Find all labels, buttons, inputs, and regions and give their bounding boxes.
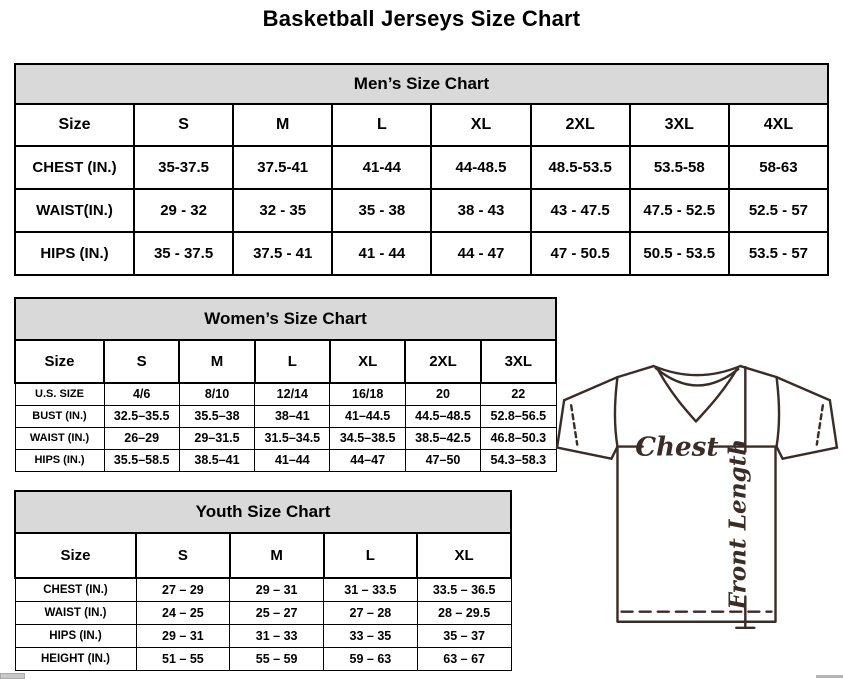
size-cell: 32.5–35.5	[104, 405, 179, 427]
column-header: 2XL	[531, 104, 630, 146]
column-header: L	[255, 340, 330, 383]
size-cell: 31 – 33.5	[324, 578, 418, 601]
size-cell: 35 - 37.5	[134, 232, 233, 275]
table-row	[15, 578, 511, 601]
column-header: XL	[431, 104, 530, 146]
womens-table-title: Women’s Size Chart	[15, 298, 556, 340]
size-cell: 38 - 43	[431, 189, 530, 232]
womens-header-row	[15, 340, 556, 383]
size-cell: 50.5 - 53.5	[630, 232, 729, 275]
column-header: 4XL	[729, 104, 828, 146]
mens-size-table	[14, 63, 829, 276]
table-row	[15, 427, 556, 449]
column-header: L	[332, 104, 431, 146]
youth-header-row	[15, 533, 511, 578]
size-cell: 44–47	[330, 449, 405, 471]
row-label: CHEST (IN.)	[15, 146, 134, 189]
size-cell: 38.5–41	[179, 449, 254, 471]
size-cell: 53.5 - 57	[729, 232, 828, 275]
size-cell: 41-44	[332, 146, 431, 189]
size-cell: 31.5–34.5	[255, 427, 330, 449]
column-header: S	[136, 533, 230, 578]
size-cell: 20	[405, 383, 480, 405]
size-cell: 12/14	[255, 383, 330, 405]
size-cell: 41 - 44	[332, 232, 431, 275]
size-cell: 35 - 38	[332, 189, 431, 232]
youth-table-title: Youth Size Chart	[15, 491, 511, 533]
column-header: S	[134, 104, 233, 146]
jersey-measurement-diagram	[554, 358, 840, 660]
size-cell: 55 – 59	[230, 647, 324, 670]
column-header: Size	[15, 533, 136, 578]
size-cell: 63 – 67	[417, 647, 511, 670]
row-label: HIPS (IN.)	[15, 232, 134, 275]
size-cell: 38–41	[255, 405, 330, 427]
size-cell: 59 – 63	[324, 647, 418, 670]
row-label: HIPS (IN.)	[15, 624, 136, 647]
table-row	[15, 232, 828, 275]
size-cell: 47–50	[405, 449, 480, 471]
size-cell: 26–29	[104, 427, 179, 449]
column-header: Size	[15, 340, 104, 383]
column-header: L	[324, 533, 418, 578]
table-row	[15, 624, 511, 647]
size-cell: 29 – 31	[230, 578, 324, 601]
page-title: Basketball Jerseys Size Chart	[262, 6, 581, 31]
row-label: HIPS (IN.)	[15, 449, 104, 471]
size-cell: 29 - 32	[134, 189, 233, 232]
size-cell: 8/10	[179, 383, 254, 405]
size-cell: 29–31.5	[179, 427, 254, 449]
size-cell: 43 - 47.5	[531, 189, 630, 232]
mens-table-title-row	[15, 64, 828, 104]
size-cell: 47.5 - 52.5	[630, 189, 729, 232]
row-label: CHEST (IN.)	[15, 578, 136, 601]
size-cell: 44.5–48.5	[405, 405, 480, 427]
row-label: BUST (IN.)	[15, 405, 104, 427]
column-header: Size	[15, 104, 134, 146]
column-header: 3XL	[630, 104, 729, 146]
size-cell: 41–44.5	[330, 405, 405, 427]
column-header: M	[233, 104, 332, 146]
youth-size-table	[14, 490, 512, 671]
table-row	[15, 146, 828, 189]
size-cell: 46.8–50.3	[481, 427, 556, 449]
mens-table-title: Men’s Size Chart	[15, 64, 828, 104]
size-cell: 34.5–38.5	[330, 427, 405, 449]
size-cell: 16/18	[330, 383, 405, 405]
table-row	[15, 189, 828, 232]
size-cell: 29 – 31	[136, 624, 230, 647]
youth-table-title-row	[15, 491, 511, 533]
size-cell: 35.5–58.5	[104, 449, 179, 471]
column-header: S	[104, 340, 179, 383]
size-cell: 44-48.5	[431, 146, 530, 189]
size-cell: 35 – 37	[417, 624, 511, 647]
row-label: U.S. SIZE	[15, 383, 104, 405]
womens-size-table	[14, 297, 557, 472]
size-cell: 52.5 - 57	[729, 189, 828, 232]
front-length-label: Front Length	[724, 438, 752, 610]
size-cell: 48.5-53.5	[531, 146, 630, 189]
size-cell: 53.5-58	[630, 146, 729, 189]
column-header: 3XL	[481, 340, 556, 383]
size-cell: 44 - 47	[431, 232, 530, 275]
row-label: WAIST(IN.)	[15, 189, 134, 232]
chest-label: Chest	[635, 431, 719, 463]
size-cell: 58-63	[729, 146, 828, 189]
table-row	[15, 647, 511, 670]
size-cell: 33.5 – 36.5	[417, 578, 511, 601]
size-cell: 33 – 35	[324, 624, 418, 647]
size-cell: 27 – 28	[324, 601, 418, 624]
row-label: WAIST (IN.)	[15, 601, 136, 624]
horizontal-scrollbar-thumb[interactable]	[0, 673, 25, 679]
size-cell: 47 - 50.5	[531, 232, 630, 275]
size-cell: 28 – 29.5	[417, 601, 511, 624]
column-header: 2XL	[405, 340, 480, 383]
table-row	[15, 449, 556, 471]
size-cell: 35-37.5	[134, 146, 233, 189]
column-header: XL	[330, 340, 405, 383]
column-header: M	[179, 340, 254, 383]
size-cell: 41–44	[255, 449, 330, 471]
mens-header-row	[15, 104, 828, 146]
size-cell: 27 – 29	[136, 578, 230, 601]
horizontal-scrollbar-fragment[interactable]	[816, 675, 843, 678]
size-cell: 54.3–58.3	[481, 449, 556, 471]
size-cell: 52.8–56.5	[481, 405, 556, 427]
column-header: XL	[417, 533, 511, 578]
size-cell: 37.5-41	[233, 146, 332, 189]
table-row	[15, 601, 511, 624]
size-cell: 4/6	[104, 383, 179, 405]
table-row	[15, 405, 556, 427]
column-header: M	[230, 533, 324, 578]
table-row	[15, 383, 556, 405]
size-cell: 35.5–38	[179, 405, 254, 427]
size-cell: 31 – 33	[230, 624, 324, 647]
row-label: WAIST (IN.)	[15, 427, 104, 449]
size-cell: 38.5–42.5	[405, 427, 480, 449]
size-cell: 37.5 - 41	[233, 232, 332, 275]
row-label: HEIGHT (IN.)	[15, 647, 136, 670]
size-cell: 25 – 27	[230, 601, 324, 624]
size-cell: 24 – 25	[136, 601, 230, 624]
womens-table-title-row	[15, 298, 556, 340]
size-cell: 32 - 35	[233, 189, 332, 232]
jersey-diagram-icon	[554, 358, 840, 660]
size-cell: 51 – 55	[136, 647, 230, 670]
size-cell: 22	[481, 383, 556, 405]
